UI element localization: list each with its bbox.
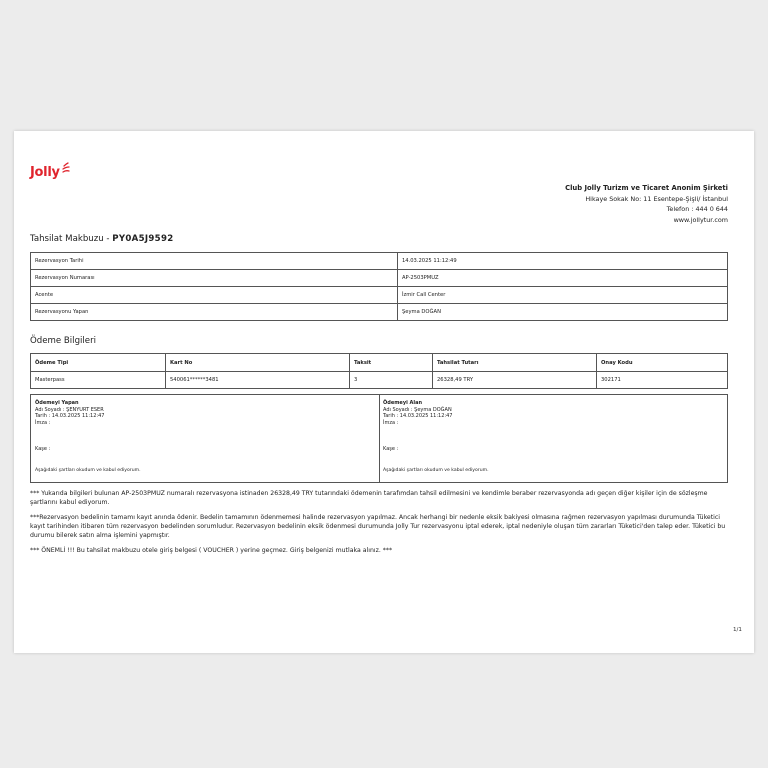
company-name: Club Jolly Turizm ve Ticaret Anonim Şirketi	[565, 184, 728, 192]
amount-value: 26328,49 TRY	[433, 372, 597, 389]
company-address: Hikaye Sokak No: 11 Esentepe-Şişli/ İstanbul	[585, 194, 728, 203]
card-no-value: 540061******3481	[166, 372, 350, 389]
receipt-title: Tahsilat Makbuzu - PY0A5J9592	[30, 234, 174, 244]
receiver-panel	[379, 395, 727, 482]
payer-signature: İmza :	[35, 419, 51, 426]
payment-type-value: Masterpass	[31, 372, 166, 389]
table-row	[31, 304, 728, 321]
table-header-row	[31, 354, 728, 372]
col-amount: Tahsilat Tutarı	[433, 354, 597, 372]
table-row	[31, 287, 728, 304]
payer-name: Adı Soyadı : ŞENYURT ESER	[35, 406, 104, 413]
col-approval-code: Onay Kodu	[597, 354, 728, 372]
payer-panel	[31, 395, 380, 482]
agency-value: İzmir Call Center	[398, 287, 728, 304]
jolly-logo: Jolly	[30, 165, 60, 180]
payer-title: Ödemeyi Yapan	[35, 400, 79, 406]
terms-notes	[30, 489, 730, 561]
table-row	[31, 253, 728, 270]
note-payment-terms: ***Rezervasyon bedelinin tamamı kayıt anında ödenir. Bedelin tamamının ödenmemesi halinde rezervasyon yapılmaz. Ancak herhangi bir nedenle eksik bakiyesi olmasına rağmen rezervasyon yapılması durumunda Tüketici kayıt tarihinden itibaren tüm rezervasyon bedelinden sorumludur. Rezervasyon bedelinin eksik ödenmesi durumunda Jolly Tur rezervasyonu iptal ederek, iptal nedeniyle oluşan tüm zararları Tüketici'den talep eder. Tüketici bu durumu bilerek satın alma işlemini yapmıştır.	[30, 514, 726, 539]
note-acceptance: *** Yukarıda bilgileri bulunan AP-2503PMUZ numaralı rezervasyona istinaden 26328,49 TRY tutarındaki ödemenin tarafımdan tahsil edilmesini ve kendimle beraber rezervasyonda adı geçen diğer kişiler için de sözleşme şartlarını kabul ediyorum.	[30, 490, 708, 506]
receiver-stamp: Kaşe :	[383, 446, 399, 452]
note-voucher-warning: *** ÖNEMLİ !!! Bu tahsilat makbuzu otele giriş belgesi ( VOUCHER ) yerine geçmez. Giriş belgenizi mutlaka alınız. ***	[30, 547, 393, 554]
payment-table	[30, 353, 728, 389]
receiver-date: Tarih : 14.03.2025 11:12:47	[383, 413, 453, 420]
page-number: 1/1	[732, 627, 742, 633]
approval-code-value: 302171	[597, 372, 728, 389]
company-info	[565, 183, 728, 225]
reservation-date-label: Rezervasyon Tarihi	[31, 253, 398, 270]
booked-by-value: Şeyma DOĞAN	[398, 304, 728, 321]
document-page	[14, 131, 754, 653]
reservation-table	[30, 252, 728, 321]
agency-label: Acente	[31, 287, 398, 304]
col-payment-type: Ödeme Tipi	[31, 354, 166, 372]
company-website: www.jollytur.com	[673, 215, 728, 224]
receiver-signature: İmza :	[383, 419, 399, 426]
table-row	[31, 372, 728, 389]
signature-box	[30, 394, 728, 483]
payer-stamp: Kaşe :	[35, 446, 51, 452]
receiver-accept-text: Aşağıdaki şartları okudum ve kabul ediyorum.	[383, 468, 489, 473]
col-card-no: Kart No	[166, 354, 350, 372]
payer-date: Tarih : 14.03.2025 11:12:47	[35, 413, 105, 420]
company-phone: Telefon : 444 0 644	[666, 205, 728, 213]
receipt-code: PY0A5J9592	[112, 234, 174, 244]
reservation-number-value: AP-2503PMUZ	[398, 270, 728, 287]
col-installment: Taksit	[350, 354, 433, 372]
reservation-number-label: Rezervasyon Numarası	[31, 270, 398, 287]
receiver-title: Ödemeyi Alan	[383, 400, 423, 406]
payer-accept-text: Aşağıdaki şartları okudum ve kabul ediyorum.	[35, 468, 141, 473]
payment-section-title: Ödeme Bilgileri	[30, 336, 97, 346]
booked-by-label: Rezervasyonu Yapan	[31, 304, 398, 321]
receiver-name: Adı Soyadı : Şeyma DOĞAN	[383, 406, 452, 413]
reservation-date-value: 14.03.2025 11:12:49	[398, 253, 728, 270]
table-row	[31, 270, 728, 287]
installment-value: 3	[350, 372, 433, 389]
sun-rays-icon	[61, 162, 71, 174]
